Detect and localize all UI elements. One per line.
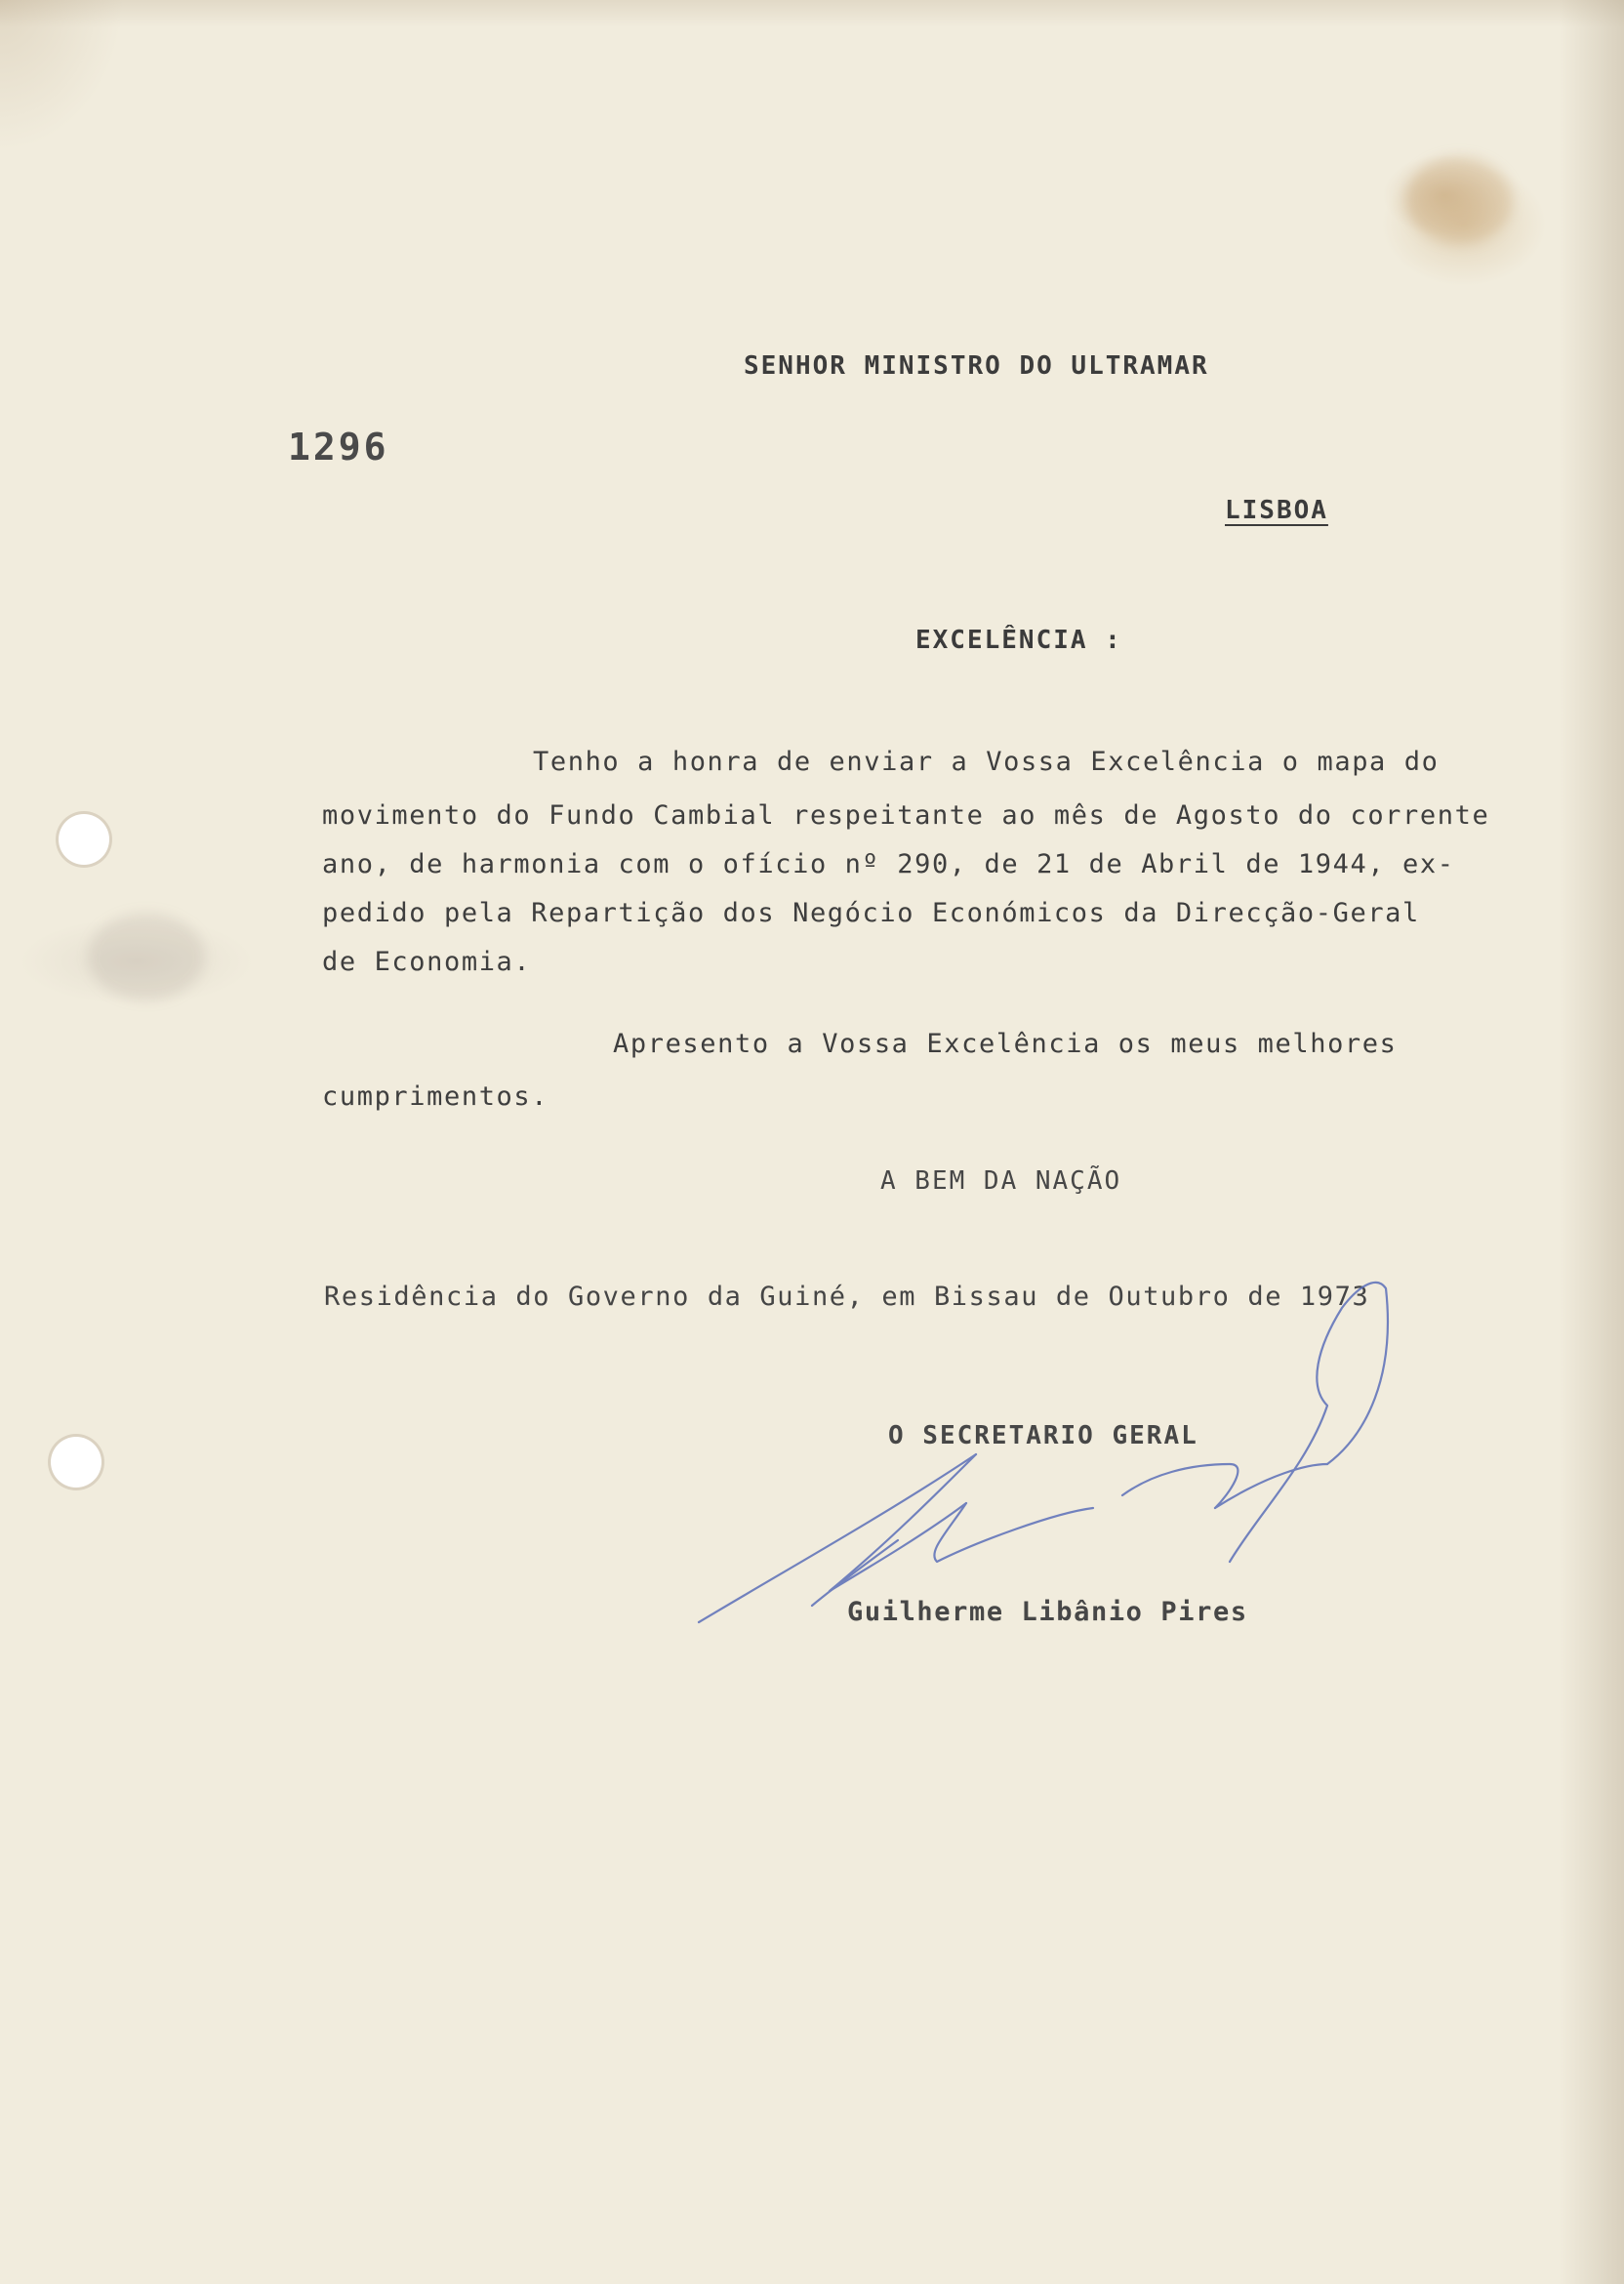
signer-name: Guilherme Libânio Pires <box>847 1597 1248 1627</box>
place-and-date: Residência do Governo da Guiné, em Bissau de Outubro de 1973 <box>324 1282 1370 1312</box>
body-line: Tenho a honra de enviar a Vossa Excelência o mapa do <box>533 747 1440 777</box>
body-line: ano, de harmonia com o ofício nº 290, de 21 de Abril de 1944, ex- <box>322 849 1455 879</box>
greeting-line: cumprimentos. <box>322 1081 549 1112</box>
addressee-heading: SENHOR MINISTRO DO ULTRAMAR <box>744 351 1209 381</box>
paper-stain <box>1405 156 1513 244</box>
greeting-line: Apresento a Vossa Excelência os meus melhores <box>613 1029 1398 1059</box>
destination-city: LISBOA <box>1225 496 1328 525</box>
paper-smudge <box>88 913 205 1000</box>
punch-hole-top <box>59 814 109 865</box>
body-line: de Economia. <box>322 947 532 977</box>
body-line: pedido pela Repartição dos Negócio Económicos da Direcção-Geral <box>322 898 1420 928</box>
body-line: movimento do Fundo Cambial respeitante ao mês de Agosto do corrente <box>322 800 1490 831</box>
closing-motto: A BEM DA NAÇÃO <box>880 1166 1122 1196</box>
signer-title: O SECRETARIO GERAL <box>888 1421 1198 1450</box>
reference-number: 1296 <box>288 426 389 469</box>
salutation: EXCELÊNCIA : <box>915 626 1122 655</box>
punch-hole-bottom <box>51 1437 102 1488</box>
